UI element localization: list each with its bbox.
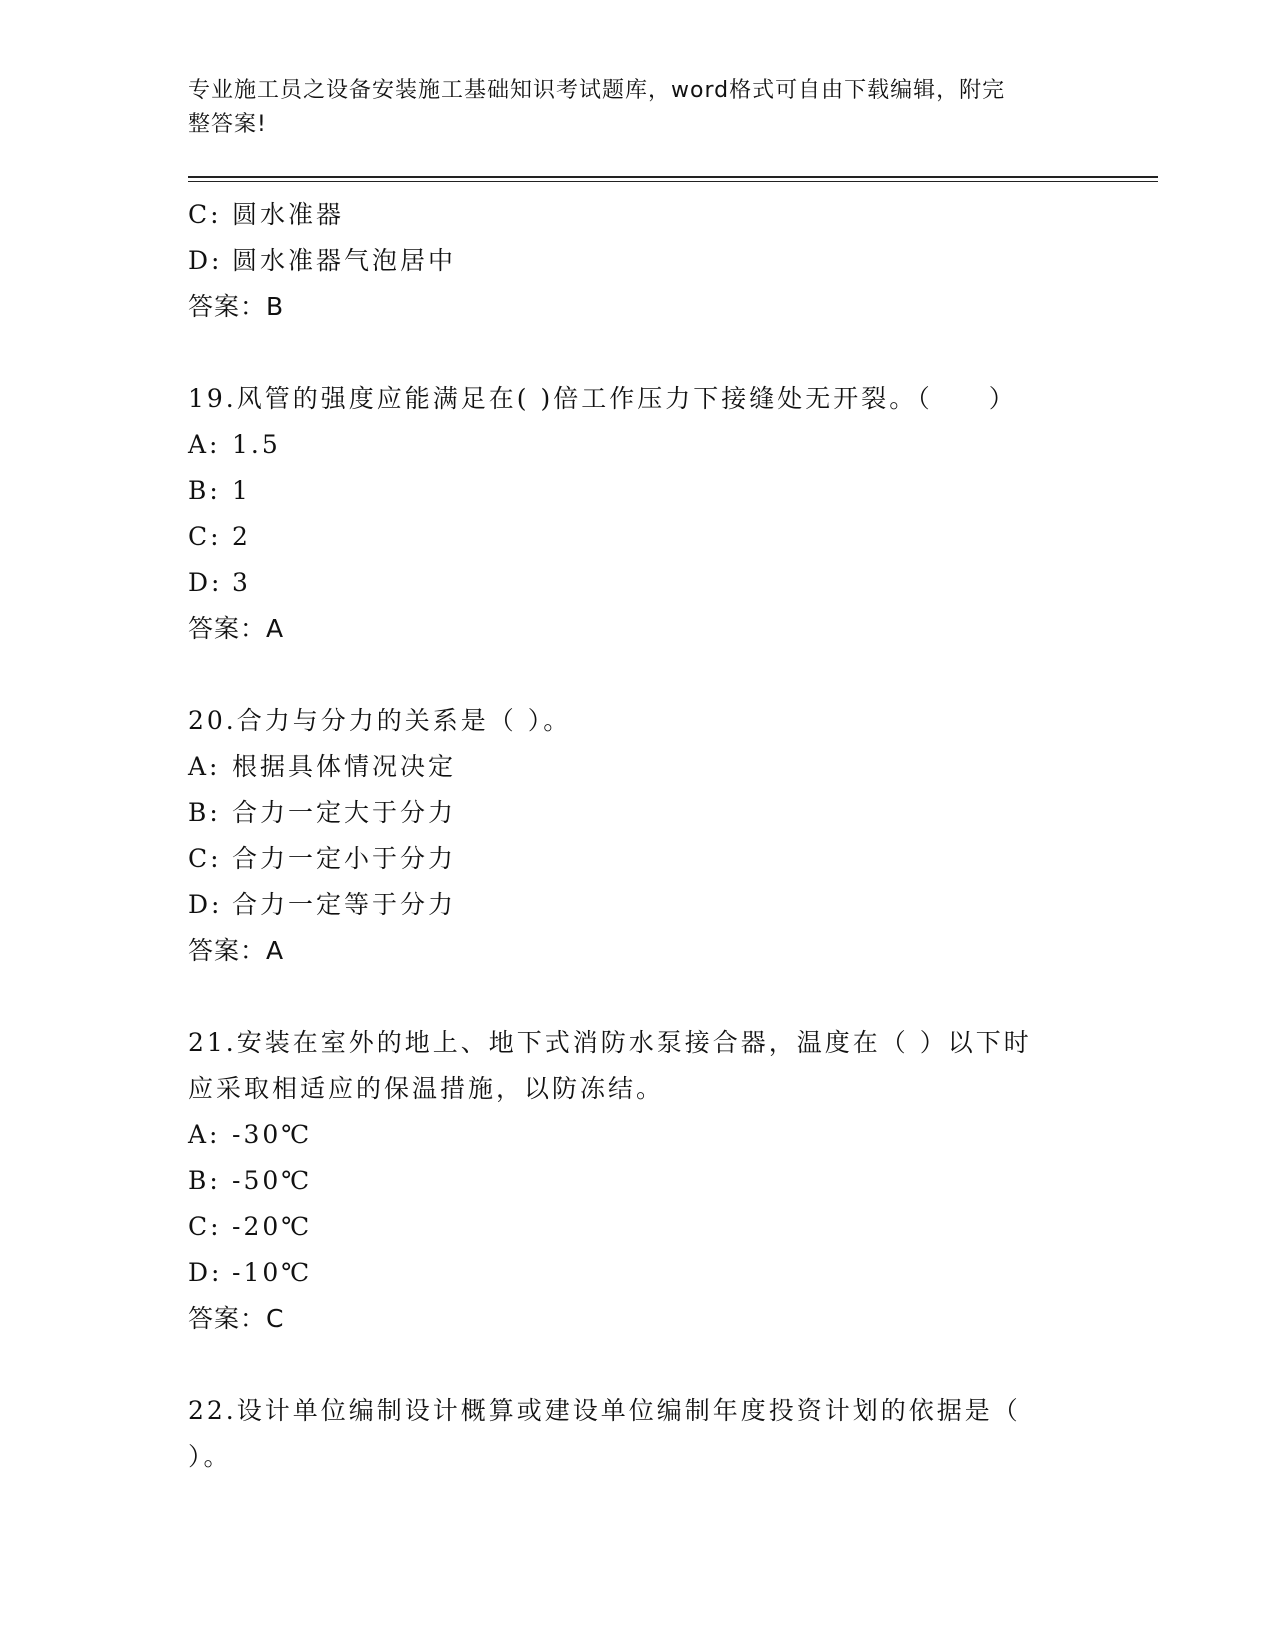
question-22 — [188, 1388, 1088, 1480]
option-text: 2 — [232, 522, 251, 551]
question-19 — [188, 376, 1088, 652]
option-label: C: — [188, 1212, 222, 1241]
option-d — [188, 238, 1088, 284]
option-text: 3 — [232, 568, 251, 597]
question-18-tail — [188, 192, 1088, 330]
answer-line: 答案：A — [188, 614, 285, 643]
option-text: 合力一定大于分力 — [232, 798, 457, 827]
option-text: -30℃ — [232, 1120, 313, 1149]
spacer — [188, 974, 1088, 1020]
question-stem: 21.安装在室外的地上、地下式消防水泵接合器，温度在（ ）以下时 — [188, 1028, 1032, 1057]
option-label: C: — [188, 200, 222, 229]
option-label: A: — [188, 752, 221, 781]
header-divider-thick — [188, 176, 1158, 178]
answer-line: 答案：B — [188, 292, 285, 321]
header-line-2: 整答案! — [188, 112, 267, 137]
option-c — [188, 836, 1088, 882]
option-text: 合力一定小于分力 — [232, 844, 457, 873]
question-list — [188, 192, 1088, 1480]
option-a — [188, 422, 1088, 468]
option-label: A: — [188, 430, 221, 459]
spacer — [188, 1342, 1088, 1388]
option-label: B: — [188, 1166, 221, 1195]
question-stem: 22.设计单位编制设计概算或建设单位编制年度投资计划的依据是（ — [188, 1396, 1021, 1425]
spacer — [188, 652, 1088, 698]
option-label: D: — [188, 568, 223, 597]
option-b — [188, 468, 1088, 514]
option-text: -50℃ — [232, 1166, 313, 1195]
option-b — [188, 790, 1088, 836]
option-text: -10℃ — [232, 1258, 313, 1287]
header-divider-thin — [188, 181, 1158, 182]
option-label: B: — [188, 798, 221, 827]
option-a — [188, 1112, 1088, 1158]
header-line-1: 专业施工员之设备安装施工基础知识考试题库，word格式可自由下载编辑，附完 — [188, 78, 1006, 103]
question-stem-continued: 应采取相适应的保温措施，以防冻结。 — [188, 1074, 665, 1103]
option-text: 1 — [232, 476, 251, 505]
option-c — [188, 1204, 1088, 1250]
question-21 — [188, 1020, 1088, 1342]
question-stem: 20.合力与分力的关系是（ ）。 — [188, 706, 572, 735]
option-a — [188, 744, 1088, 790]
option-c — [188, 514, 1088, 560]
option-label: D: — [188, 890, 223, 919]
option-c — [188, 192, 1088, 238]
option-b — [188, 1158, 1088, 1204]
option-label: C: — [188, 844, 222, 873]
option-label: B: — [188, 476, 221, 505]
option-d — [188, 1250, 1088, 1296]
answer-line: 答案：C — [188, 1304, 285, 1333]
option-text: 根据具体情况决定 — [232, 752, 457, 781]
option-d — [188, 560, 1088, 606]
option-d — [188, 882, 1088, 928]
question-stem-continued: ）。 — [188, 1442, 232, 1471]
option-text: 1.5 — [232, 430, 281, 459]
option-text: -20℃ — [232, 1212, 313, 1241]
option-text: 圆水准器 — [232, 200, 345, 229]
option-text: 合力一定等于分力 — [232, 890, 457, 919]
option-label: D: — [188, 1258, 223, 1287]
option-label: A: — [188, 1120, 221, 1149]
option-label: D: — [188, 246, 223, 275]
spacer — [188, 330, 1088, 376]
option-label: C: — [188, 522, 222, 551]
option-text: 圆水准器气泡居中 — [232, 246, 457, 275]
document-header — [188, 74, 1088, 142]
question-20 — [188, 698, 1088, 974]
question-stem: 19.风管的强度应能满足在( )倍工作压力下接缝处无开裂。（ ） — [188, 384, 1017, 413]
answer-line: 答案：A — [188, 936, 285, 965]
